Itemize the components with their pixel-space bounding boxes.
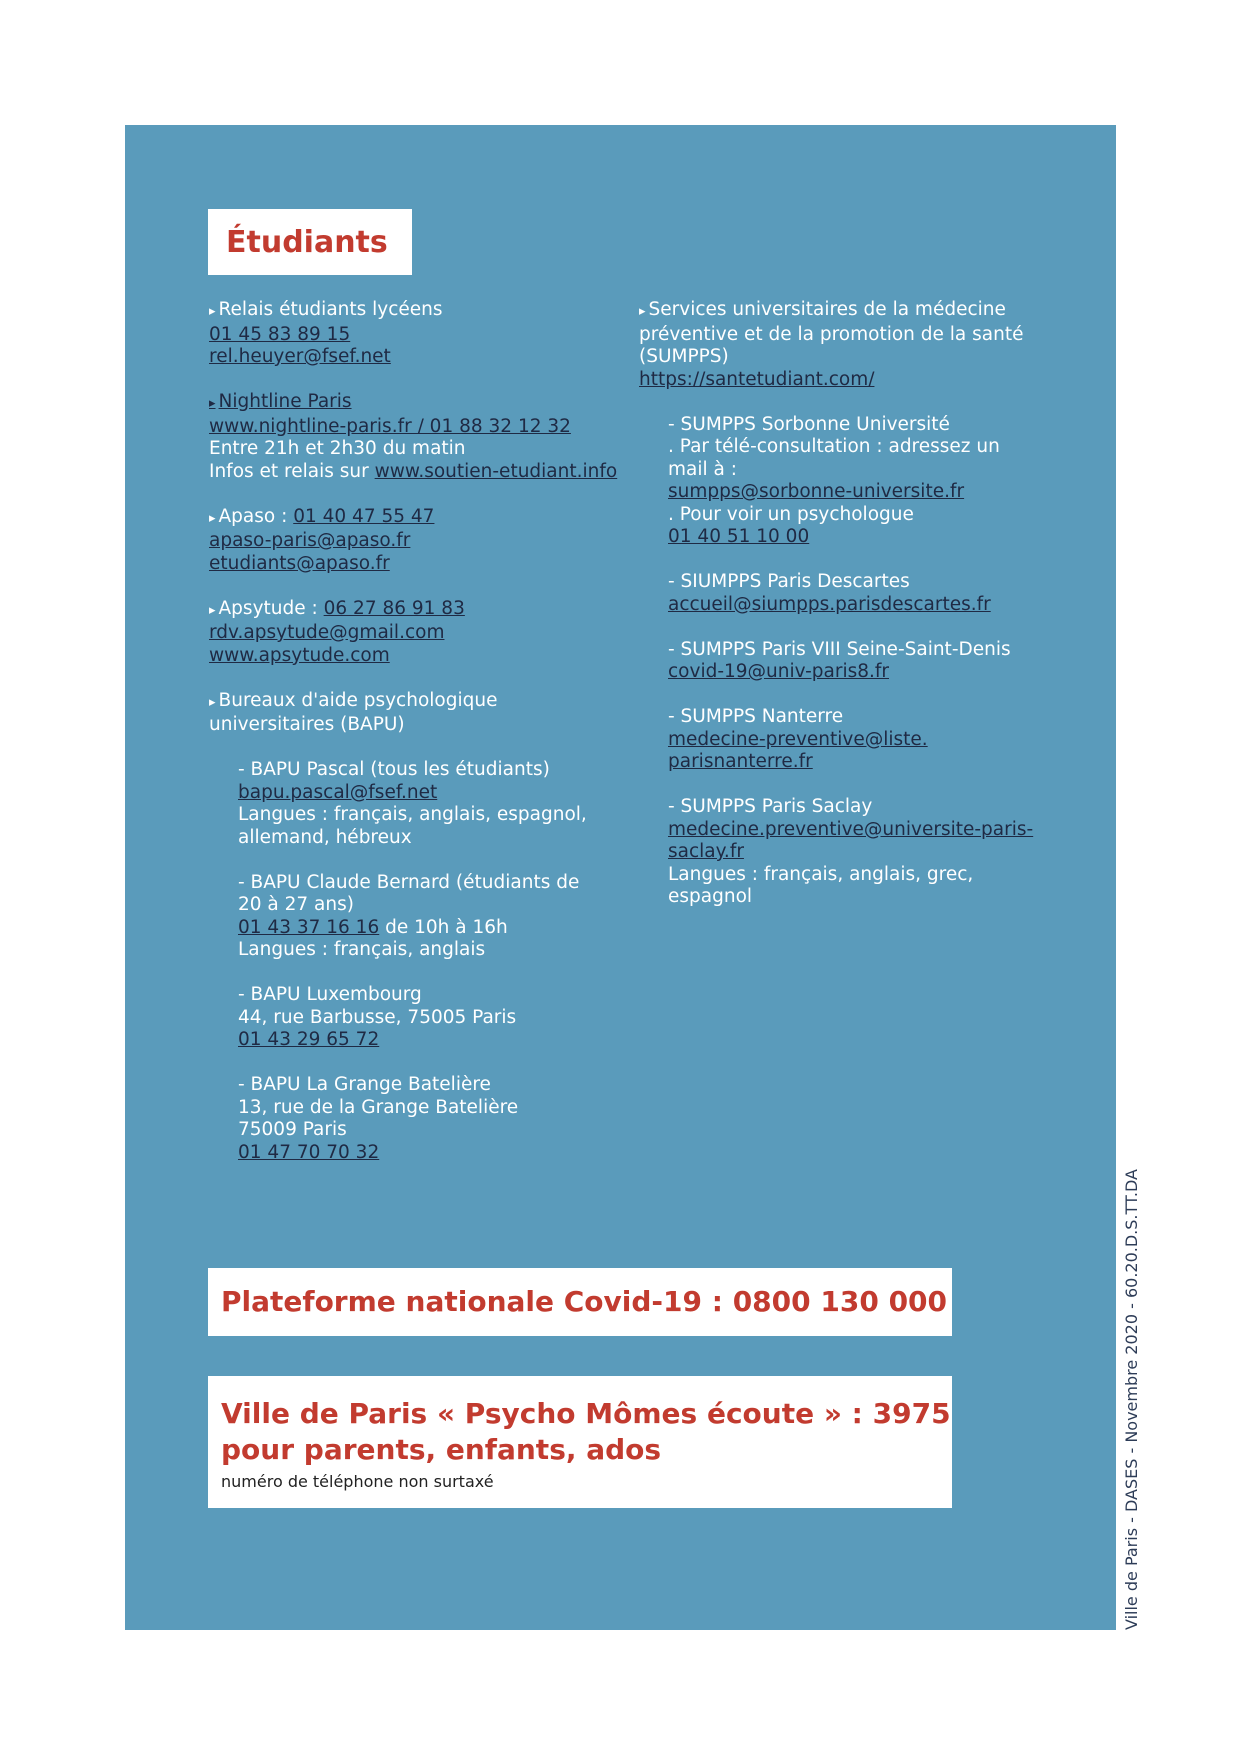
sorbonne-phone-link[interactable]: 01 40 51 10 00 [668, 526, 810, 547]
apsytude-phone-link[interactable]: 06 27 86 91 83 [323, 597, 465, 619]
saclay-email-link-1[interactable]: medecine.preventive@universite-paris- [668, 818, 1034, 840]
sorbonne-email-link[interactable]: sumpps@sorbonne-universite.fr [668, 481, 965, 502]
bapu-luxembourg-block: - BAPU Luxembourg 44, rue Barbusse, 75005 Paris 01 43 29 65 72 [238, 984, 517, 1050]
bullet-icon: ▸ [209, 396, 216, 411]
covid-hotline: Plateforme nationale Covid-19 : 0800 130 000 [221, 1285, 948, 1318]
nanterre-email-link-2[interactable]: parisnanterre.fr [668, 751, 813, 772]
relais-email-link[interactable]: rel.heuyer@fsef.net [209, 346, 391, 367]
bapu-pascal-email-link[interactable]: bapu.pascal@fsef.net [238, 781, 438, 803]
paris8-email-link[interactable]: covid-19@univ-paris8.fr [668, 661, 889, 682]
relais-phone-link[interactable]: 01 45 83 89 15 [209, 323, 351, 345]
section-title: Étudiants [226, 224, 388, 260]
nightline-link[interactable]: www.nightline-paris.fr / 01 88 32 12 32 [209, 415, 571, 437]
apaso-email-link[interactable]: apaso-paris@apaso.fr [209, 530, 411, 551]
psycho-momes-callout [208, 1376, 952, 1508]
covid-callout [208, 1268, 952, 1336]
apsytude-web-link[interactable]: www.apsytude.com [209, 644, 390, 666]
bapu-pascal-block: - BAPU Pascal (tous les étudiants) bapu.pascal@fsef.net Langues : français, anglais, espagnol, allemand, hébreux [238, 759, 587, 848]
soutien-etudiant-link[interactable]: www.soutien-etudiant.info [374, 460, 618, 482]
section-title-box [208, 209, 412, 275]
saclay-block: - SUMPPS Paris Saclay medecine.preventive@universite-paris- saclay.fr Langues : français, anglais, grec, espagnol [668, 796, 1034, 907]
bullet-icon: ▸ [209, 694, 216, 710]
bullet-icon: ▸ [209, 510, 216, 526]
right-column [639, 299, 1059, 931]
sumpps-header-block: ▸ Services universitaires de la médecine préventive et de la promotion de la santé (SUMPPS) https://santetudiant.com/ [639, 299, 1024, 390]
apaso-phone-link[interactable]: 01 40 47 55 47 [293, 505, 435, 527]
bapu-claude-phone-link[interactable]: 01 43 37 16 16 [238, 916, 380, 938]
bapu-luxembourg-phone-link[interactable]: 01 43 29 65 72 [238, 1029, 380, 1050]
relais-block: ▸ Relais étudiants lycéens 01 45 83 89 15 rel.heuyer@fsef.net [209, 299, 443, 367]
nightline-block [209, 391, 639, 483]
left-column [209, 299, 639, 1187]
sorbonne-block: - SUMPPS Sorbonne Université . Par télé-consultation : adressez un mail à : sumpps@sorbonne-universite.fr . Pour voir un psychologue 01 40 51 10 00 [668, 413, 1000, 547]
bapu-grange-phone-link[interactable]: 01 47 70 70 32 [238, 1141, 380, 1163]
bullet-icon: ▸ [209, 602, 216, 618]
nanterre-email-link-1[interactable]: medecine-preventive@liste. [668, 728, 928, 750]
bapu-block: ▸ Bureaux d'aide psychologique universitaires (BAPU) [209, 689, 498, 735]
descartes-block: - SIUMPPS Paris Descartes accueil@siumpps.parisdescartes.fr [668, 571, 991, 615]
nanterre-block: - SUMPPS Nanterre medecine-preventive@liste. parisnanterre.fr [668, 706, 928, 772]
apaso-students-email-link[interactable]: etudiants@apaso.fr [209, 552, 390, 574]
psycho-momes-note: numéro de téléphone non surtaxé [221, 1472, 494, 1491]
vertical-footer-text: Ville de Paris - DASES - Novembre 2020 - 60.20.D.S.TT.DA [1122, 1169, 1141, 1630]
apaso-block: ▸ Apaso : 01 40 47 55 47 apaso-paris@apaso.fr etudiants@apaso.fr [209, 505, 435, 574]
nightline-hours: Entre 21h et 2h30 du matin [209, 438, 466, 459]
apsytude-block: ▸ Apsytude : 06 27 86 91 83 rdv.apsytude@gmail.com www.apsytude.com [209, 597, 465, 666]
nightline-title-link[interactable]: ▸ Nightline Paris [209, 391, 352, 412]
santetudiant-link[interactable]: https://santetudiant.com/ [639, 368, 875, 390]
bullet-icon: ▸ [639, 304, 646, 319]
bapu-claude-block: - BAPU Claude Bernard (étudiants de 20 à 27 ans) 01 43 37 16 16 de 10h à 16h Langues : français, anglais [238, 871, 580, 960]
psycho-momes-line2: pour parents, enfants, ados [221, 1433, 662, 1466]
nightline-infos-label: Infos et relais sur [209, 460, 375, 482]
paris8-block: - SUMPPS Paris VIII Seine-Saint-Denis covid-19@univ-paris8.fr [668, 638, 1011, 682]
descartes-email-link[interactable]: accueil@siumpps.parisdescartes.fr [668, 593, 991, 615]
saclay-email-link-2[interactable]: saclay.fr [668, 841, 744, 862]
bullet-icon: ▸ [209, 304, 216, 319]
apsytude-email-link[interactable]: rdv.apsytude@gmail.com [209, 622, 445, 643]
bapu-grange-block: - BAPU La Grange Batelière 13, rue de la Grange Batelière 75009 Paris 01 47 70 70 32 [238, 1074, 519, 1163]
psycho-momes-line1: Ville de Paris « Psycho Mômes écoute » : 3975 [221, 1397, 951, 1430]
